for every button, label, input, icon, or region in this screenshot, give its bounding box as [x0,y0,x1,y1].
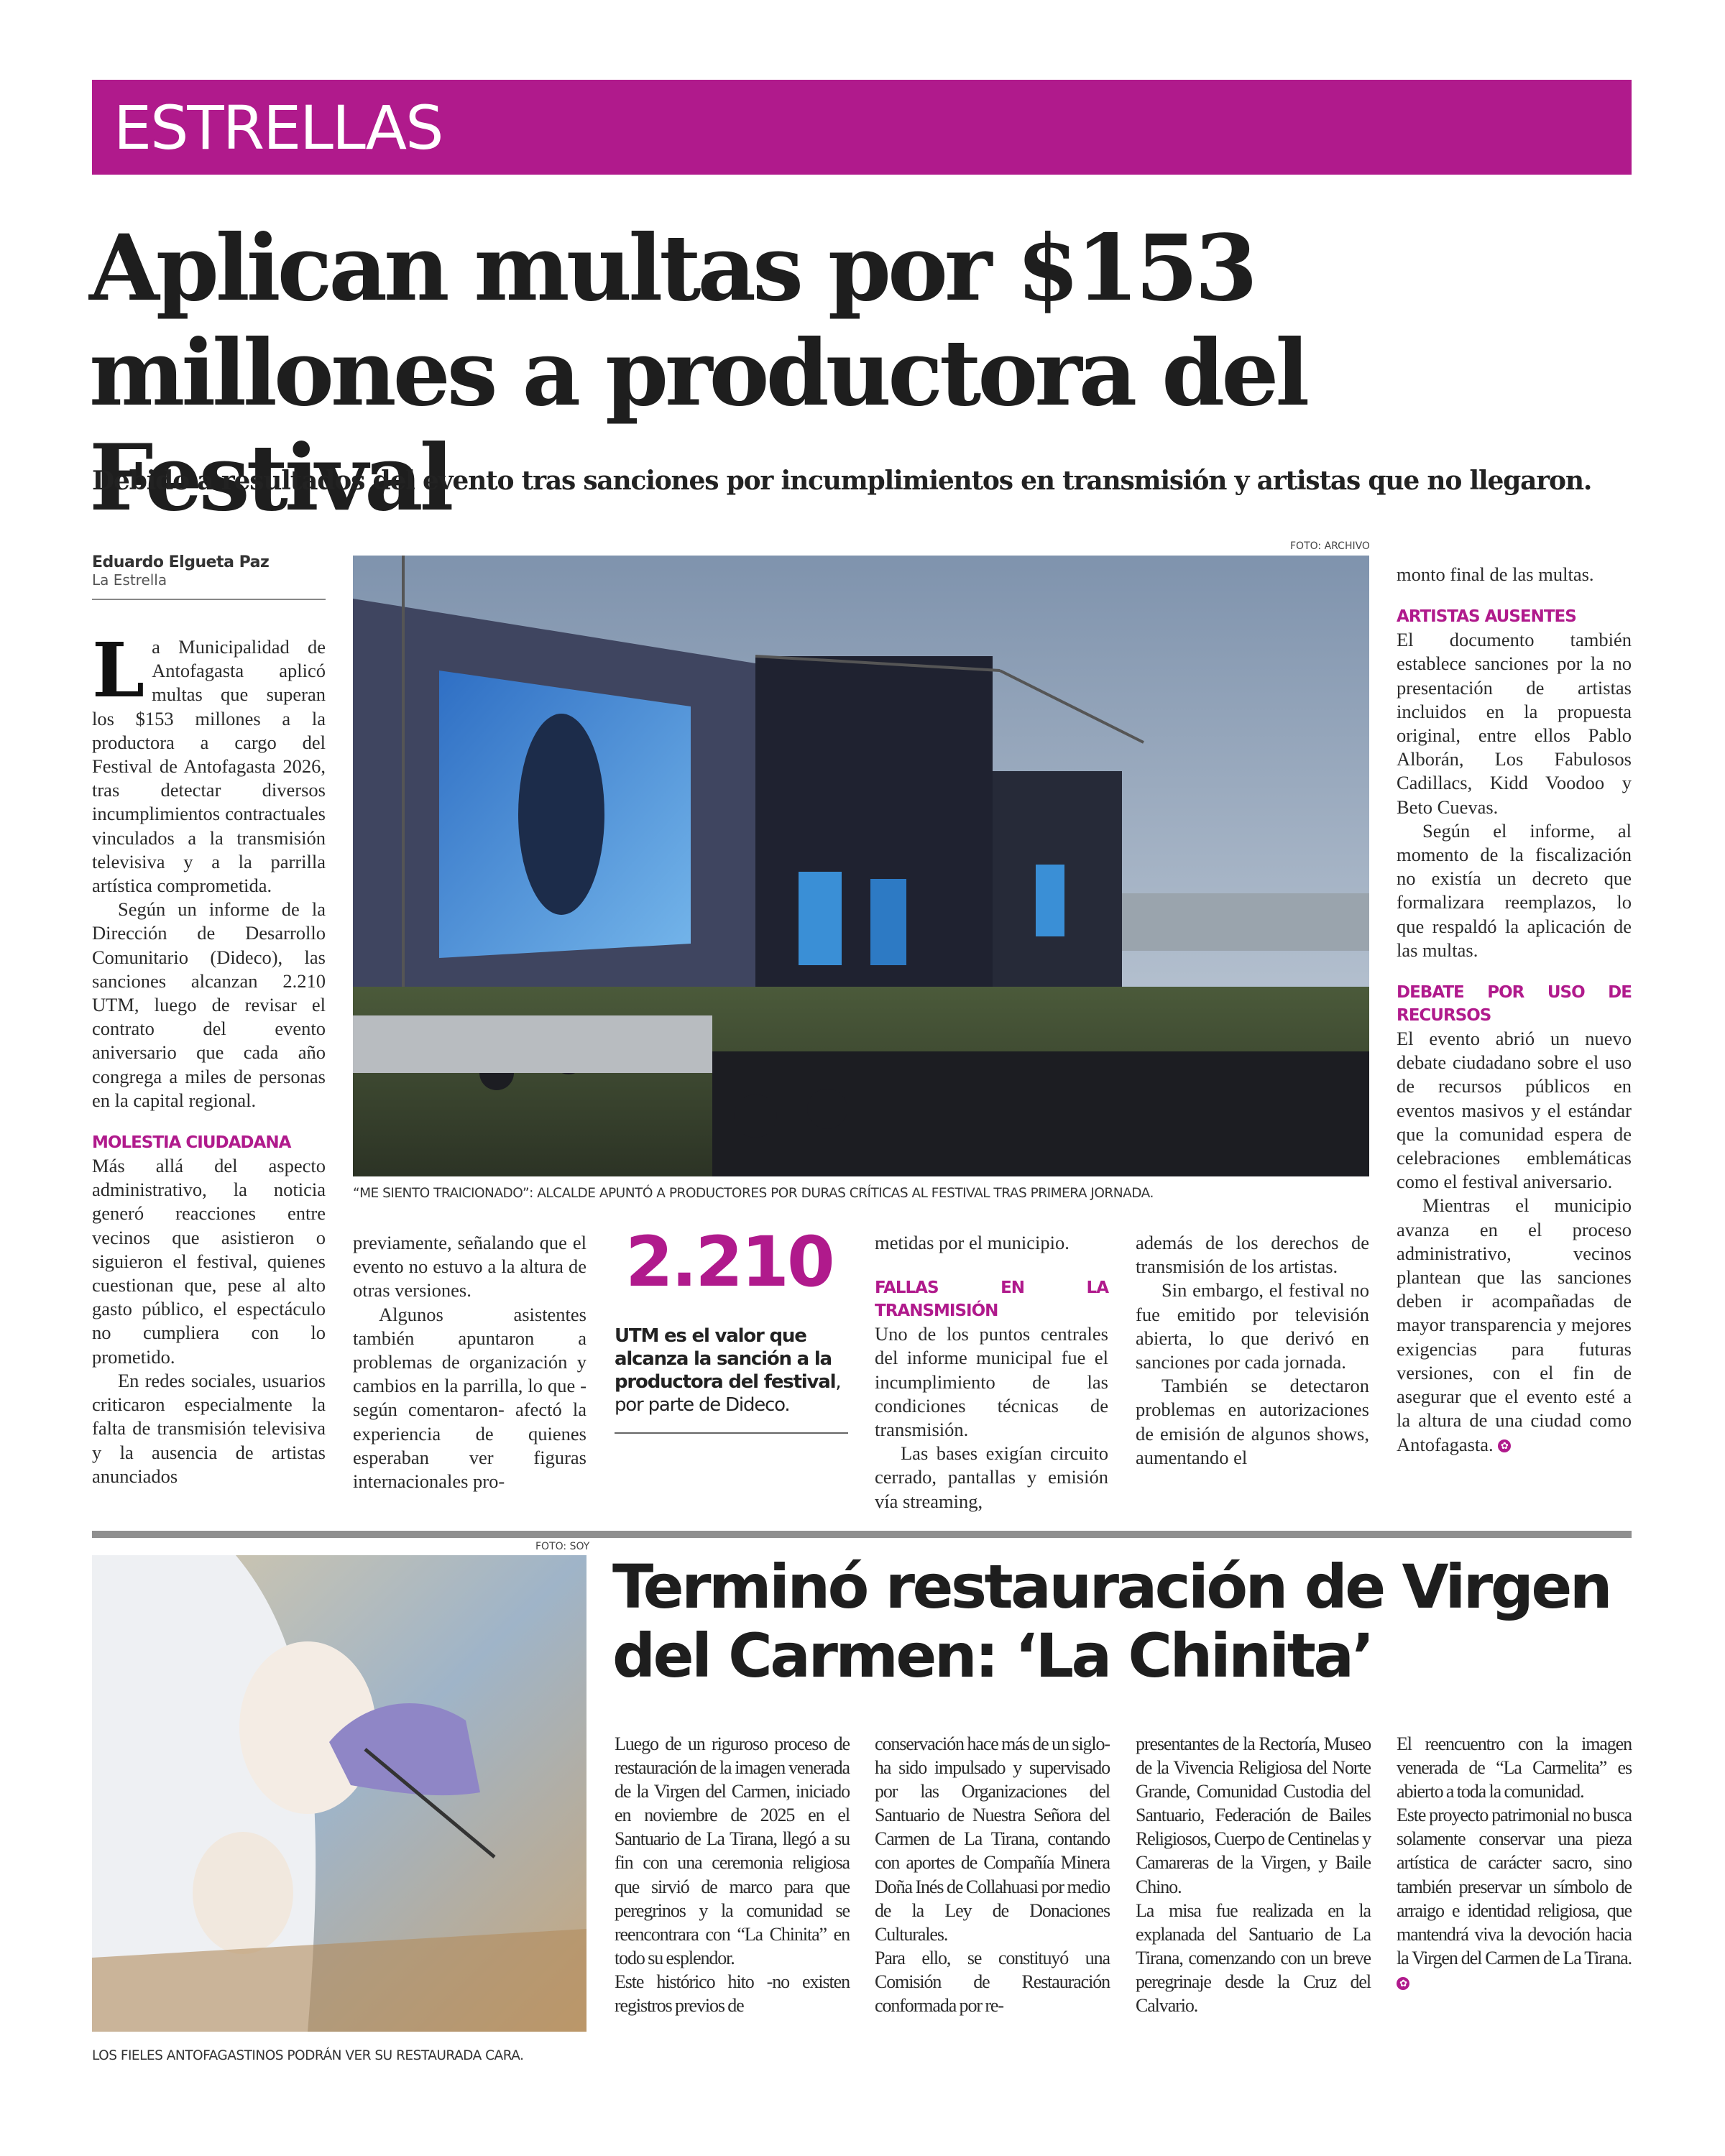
article-column-2 [353,1231,586,1493]
article-paragraph: Sin embargo, el festival no fue emitido por televisión abierta, lo que derivó en sanciones por cada jornada. [1136,1279,1369,1373]
concert-photo [353,556,1369,1176]
article-paragraph: presentantes de la Rectoría, Museo de la Vivencia Religiosa del Norte Grande, Comunidad Custodia del Santuario, Federación de Bailes Religiosos, Cuerpo de Centinelas y Camareras de la Virgen, y Baile Chino. [1136,1733,1371,1897]
article-paragraph: Las bases exigían circuito cerrado, pantallas y emisión vía streaming, [875,1442,1108,1512]
section-heading: FALLAS EN LA TRANSMISIÓN [875,1279,1108,1321]
paragraph-text: a Municipalidad de Antofagasta aplicó multas que superan los $153 millones a la productora a cargo del Festival de Antofagasta 2026, tras detectar diversos incumplimientos contractuales vinculados a la transmisión televisiva y a la parrilla artística comprometida. [92,636,326,897]
article-paragraph: metidas por el municipio. [875,1232,1070,1253]
article-paragraph: También se detectaron problemas en autorizaciones de emisión de algunos shows, aumentando el [1136,1375,1369,1468]
section-title: ESTRELLAS [114,93,443,163]
article-paragraph: Este histórico hito -no existen registros previos de [615,1971,850,2017]
article-paragraph: además de los derechos de transmisión de los artistas. [1136,1232,1369,1278]
main-photo-caption: “ME SIENTO TRAICIONADO”: ALCALDE APUNTÓ A PRODUCTORES POR DURAS CRÍTICAS AL FESTIVAL TRAS PRIMERA JORNADA. [353,1186,1154,1201]
article-paragraph: Algunos asistentes también apuntaron a problemas de organización y cambios en la parrilla, lo que -según comentaron- afectó la experiencia de quienes esperaban ver figuras internacionales pro- [353,1303,586,1493]
pullquote-rest: , por parte de Dideco. [615,1371,841,1416]
pullquote-text [615,1325,848,1434]
article-column-1 [92,626,326,1488]
photo-credit: FOTO: SOY [535,1541,590,1552]
article-column-4 [1136,1231,1369,1470]
second-column-1 [615,1732,850,2017]
article-paragraph: Para ello, se constituyó una Comisión de Restauración conformada por re- [875,1947,1110,2017]
article-paragraph: El evento abrió un nuevo debate ciudadano sobre el uso de recursos públicos en eventos masivos y el estándar que la comunidad espera de celebraciones emblemáticas como el festival aniversario. [1397,1028,1632,1193]
author-name: Eduardo Elgueta Paz [92,553,270,571]
paragraph-text: Este proyecto patrimonial no busca solamente conservar una pieza artística de carácter sacro, sino también preservar un símbolo de arraigo e identidad religiosa, que mantendrá viva la devoción hacia la Virgen del Carmen de La Tirana. [1397,1805,1632,1968]
article-column-3 [875,1231,1108,1514]
article-paragraph: Según el informe, al momento de la fiscalización no existía un decreto que formalizara reemplazos, lo que respaldó la aplicación de las multas. [1397,819,1632,961]
restoration-photo [92,1555,586,2032]
concert-photo-image [353,556,1369,1176]
section-divider [92,1531,1632,1538]
article-paragraph: previamente, señalando que el evento no estuvo a la altura de otras versiones. [353,1232,586,1302]
author-outlet: La Estrella [92,571,167,589]
drop-cap: L [92,626,145,714]
article-paragraph: Más allá del aspecto administrativo, la noticia generó reacciones entre vecinos que asistieron o siguieron el festival, quienes cuestionan que, pese al alto gasto público, el espectáculo no cumpliera con lo prometido. [92,1155,326,1368]
article-paragraph: Luego de un riguroso proceso de restauración de la imagen venerada de la Virgen del Carmen, iniciado en noviembre de 2025 en el Santuario de La Tirana, llegó a su fin con una ceremonia religiosa que sirvió de marco para que peregrinos y la comunidad se reencontrara con “La Chinita” en todo su esplendor. [615,1733,850,1968]
restoration-photo-image [92,1555,586,2032]
second-photo-caption: LOS FIELES ANTOFAGASTINOS PODRÁN VER SU RESTAURADA CARA. [92,2048,524,2063]
article-paragraph: El reencuentro con la imagen venerada de “La Carmelita” es abierto a toda la comunidad. [1397,1733,1632,1802]
photo-credit: FOTO: ARCHIVO [1290,540,1370,552]
section-heading: DEBATE POR USO DE RECURSOS [1397,983,1632,1026]
article-paragraph: Según un informe de la Dirección de Desarrollo Comunitario (Dideco), las sanciones alcanzan 2.210 UTM, luego de revisar el contrato del evento aniversario que cada año congrega a miles de personas en la capital regional. [92,898,326,1111]
pullquote-bold: UTM es el valor que alcanza la sanción a la productora del festival [615,1325,836,1393]
second-headline: Terminó restauración de Virgen del Carmen: ‘La Chinita’ [612,1552,1611,1691]
article-paragraph [1397,1194,1632,1456]
second-column-4 [1397,1732,1632,1994]
article-paragraph: En redes sociales, usuarios criticaron especialmente la falta de transmisión televisiva y la ausencia de artistas anunciados [92,1369,326,1487]
main-headline: Aplican multas por $153 millones a productora del Festival [89,215,1307,531]
article-paragraph: conservación hace más de un siglo- ha sido impulsado y supervisado por las Organizaciones del Santuario de Nuestra Señora del Carmen de La Tirana, contando con aportes de Compañía Minera Doña Inés de Collahuasi por medio de la Ley de Donaciones Culturales. [875,1733,1110,1945]
pullquote-number: 2.210 [625,1222,833,1302]
star-end-mark-icon: ✿ [1397,1977,1409,1990]
section-heading: MOLESTIA CIUDADANA [92,1133,291,1153]
main-subhead: Debido a resultados del evento tras sanciones por incumplimientos en transmisión y artistas que no llegaron. [92,466,1592,496]
article-paragraph: La misa fue realizada en la explanada del Santuario de La Tirana, comenzando con un breve peregrinaje desde la Cruz del Calvario. [1136,1899,1371,2017]
article-paragraph [1397,1803,1632,1994]
article-paragraph [92,626,326,898]
section-heading: ARTISTAS AUSENTES [1397,607,1576,627]
article-paragraph: El documento también establece sanciones por la no presentación de artistas incluidos en la propuesta original, entre ellos Pablo Alborán, Los Fabulosos Cadillacs, Kidd Voodoo y Beto Cuevas. [1397,629,1632,818]
section-banner [92,80,1632,175]
article-paragraph: Uno de los puntos centrales del informe municipal fue el incumplimiento de las condiciones técnicas de transmisión. [875,1323,1108,1441]
star-end-mark-icon: ✿ [1498,1439,1511,1452]
article-paragraph: monto final de las multas. [1397,563,1594,585]
paragraph-text: Mientras el municipio avanza en el proceso administrativo, vecinos plantean que las sanciones deben ir acompañadas de mayor transparencia y mejores exigencias para futuras versiones, con el fin de asegurar que el evento esté a la altura de una ciudad como Antofagasta. [1397,1194,1632,1455]
second-column-3 [1136,1732,1371,2017]
byline [92,553,326,600]
second-column-2 [875,1732,1110,2017]
article-column-5 [1397,563,1632,1457]
